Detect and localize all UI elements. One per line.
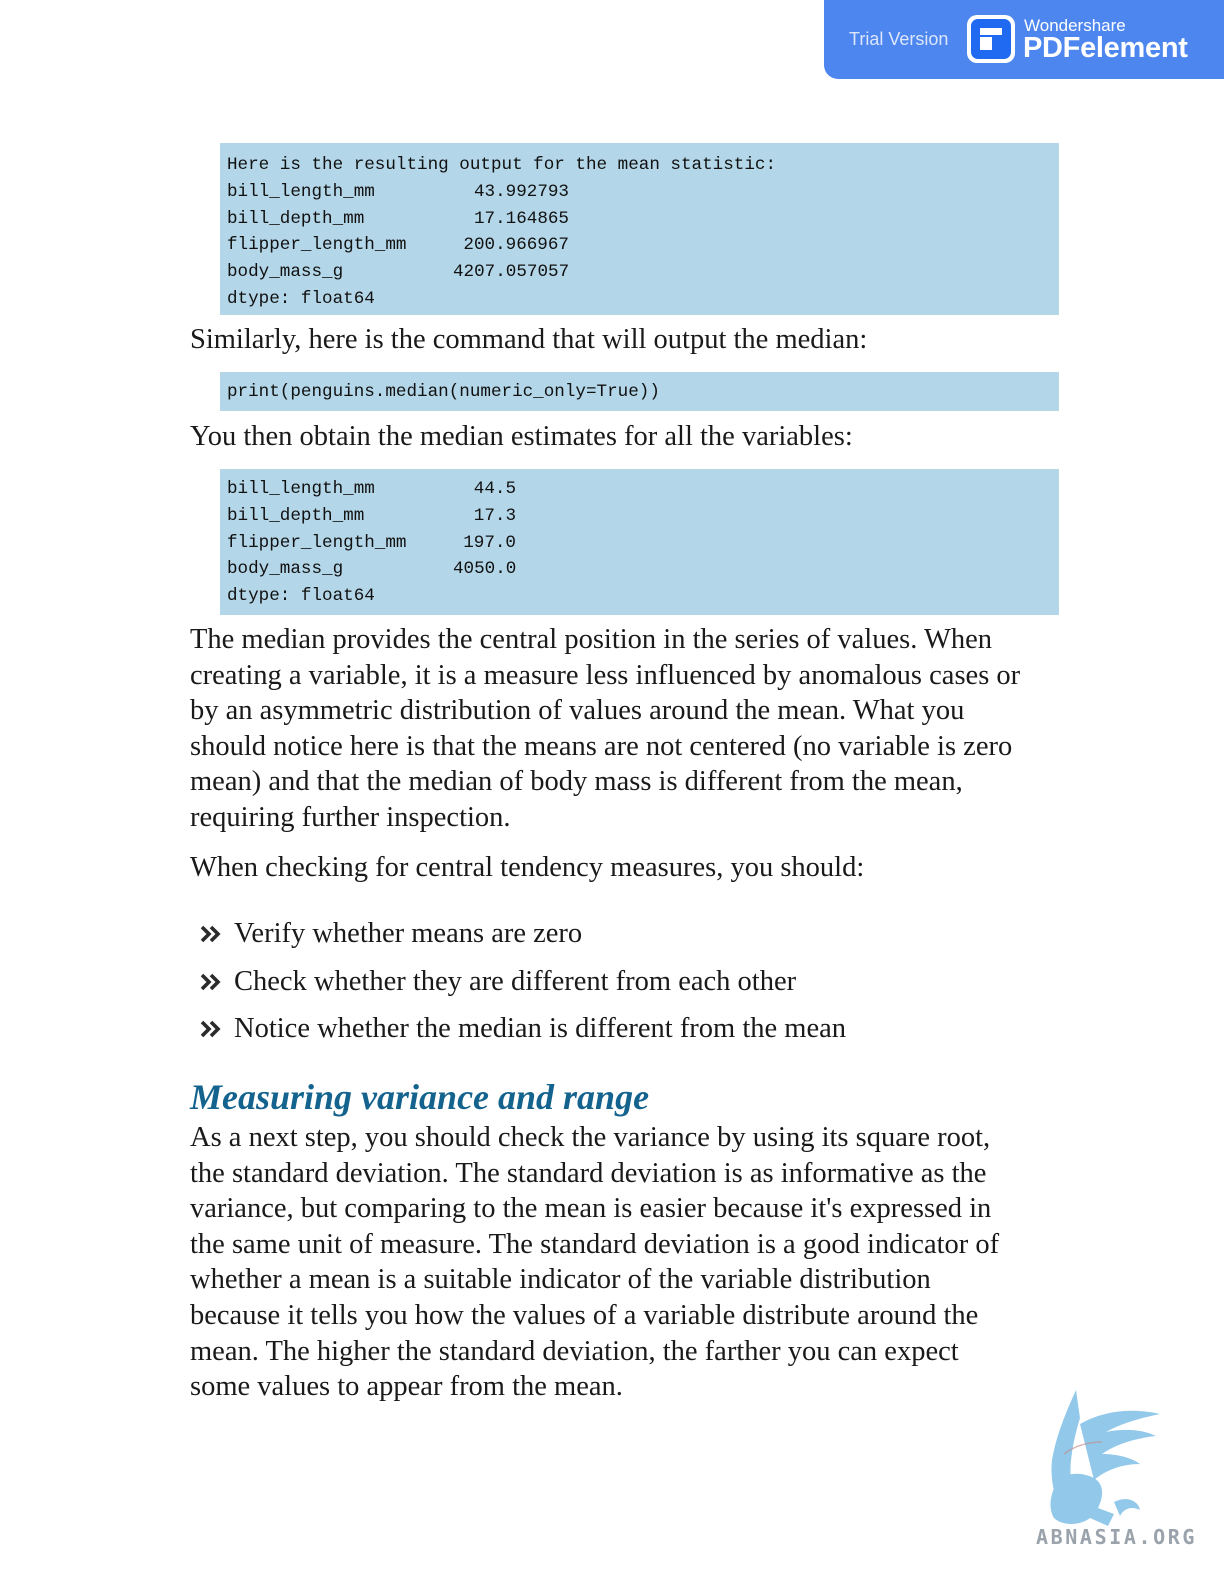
code-line: bill_depth_mm 17.3	[227, 505, 516, 526]
code-line: bill_depth_mm 17.164865	[227, 208, 569, 229]
code-line: flipper_length_mm 197.0	[227, 532, 516, 553]
list-item	[200, 962, 1080, 1010]
code-line-command: print(penguins.median(numeric_only=True))	[227, 382, 660, 402]
paragraph-similarly: Similarly, here is the command that will output the median:	[190, 324, 868, 355]
bullet-list	[200, 914, 1080, 1057]
list-item	[200, 914, 1080, 962]
pdfelement-logo-icon	[967, 15, 1015, 63]
code-block-median-output	[220, 469, 1059, 615]
list-item-text: Check whether they are different from each other	[234, 965, 797, 997]
griffin-logo-icon	[1028, 1384, 1168, 1530]
paragraph-median-estimates: You then obtain the median estimates for all the variables:	[190, 421, 853, 452]
code-line-header: Here is the resulting output for the mean statistic:	[227, 155, 777, 175]
list-item-text: Notice whether the median is different from the mean	[234, 1013, 846, 1044]
watermark-text: ABNASIA.ORG	[1036, 1525, 1198, 1549]
paragraph-standard-deviation: As a next step, you should check the variance by using its square root, the standard deviation. The standard deviation is as informative as the variance, but comparing to the mean is easier because it's expressed in the same unit of measure. The standard deviation is a good indicator of whether a mean is a suitable indicator of the variable distribution because it tells you how the values of a variable distribute around the mean. The higher the standard deviation, the farther you can expect some values to appear from the mean.	[190, 1122, 1000, 1403]
code-line: flipper_length_mm 200.966967	[227, 235, 569, 256]
code-line-dtype: dtype: float64	[227, 586, 375, 607]
code-line: bill_length_mm 44.5	[227, 479, 516, 499]
brand-pdfelement: PDFelement	[1023, 32, 1188, 64]
double-chevron-right-icon	[200, 1019, 224, 1039]
trial-version-banner[interactable]	[824, 0, 1224, 79]
code-line: body_mass_g 4050.0	[227, 559, 517, 580]
code-line-dtype: dtype: float64	[227, 288, 375, 309]
paragraph-median-explanation: The median provides the central position in the series of values. When creating a variable, it is a measure less influenced by anomalous cases or by an asymmetric distribution of values around the mean. What you should notice here is that the means are not centered (no variable is zero mean) and that the median of body mass is different from the mean, requiring further inspection.	[190, 624, 1021, 833]
paragraph-checking-intro: When checking for central tendency measures, you should:	[190, 852, 865, 883]
code-block-median-command	[220, 372, 1059, 411]
brand-wondershare: Wondershare	[1024, 16, 1126, 35]
list-item-text: Verify whether means are zero	[234, 918, 583, 949]
double-chevron-right-icon	[200, 972, 224, 992]
code-block-mean-output	[220, 143, 1059, 315]
trial-version-label: Trial Version	[849, 29, 949, 49]
code-line: bill_length_mm 43.992793	[227, 181, 569, 202]
code-line: body_mass_g 4207.057057	[227, 262, 570, 283]
section-heading: Measuring variance and range	[190, 1077, 650, 1117]
list-item	[200, 1009, 1080, 1057]
double-chevron-right-icon	[200, 924, 224, 944]
